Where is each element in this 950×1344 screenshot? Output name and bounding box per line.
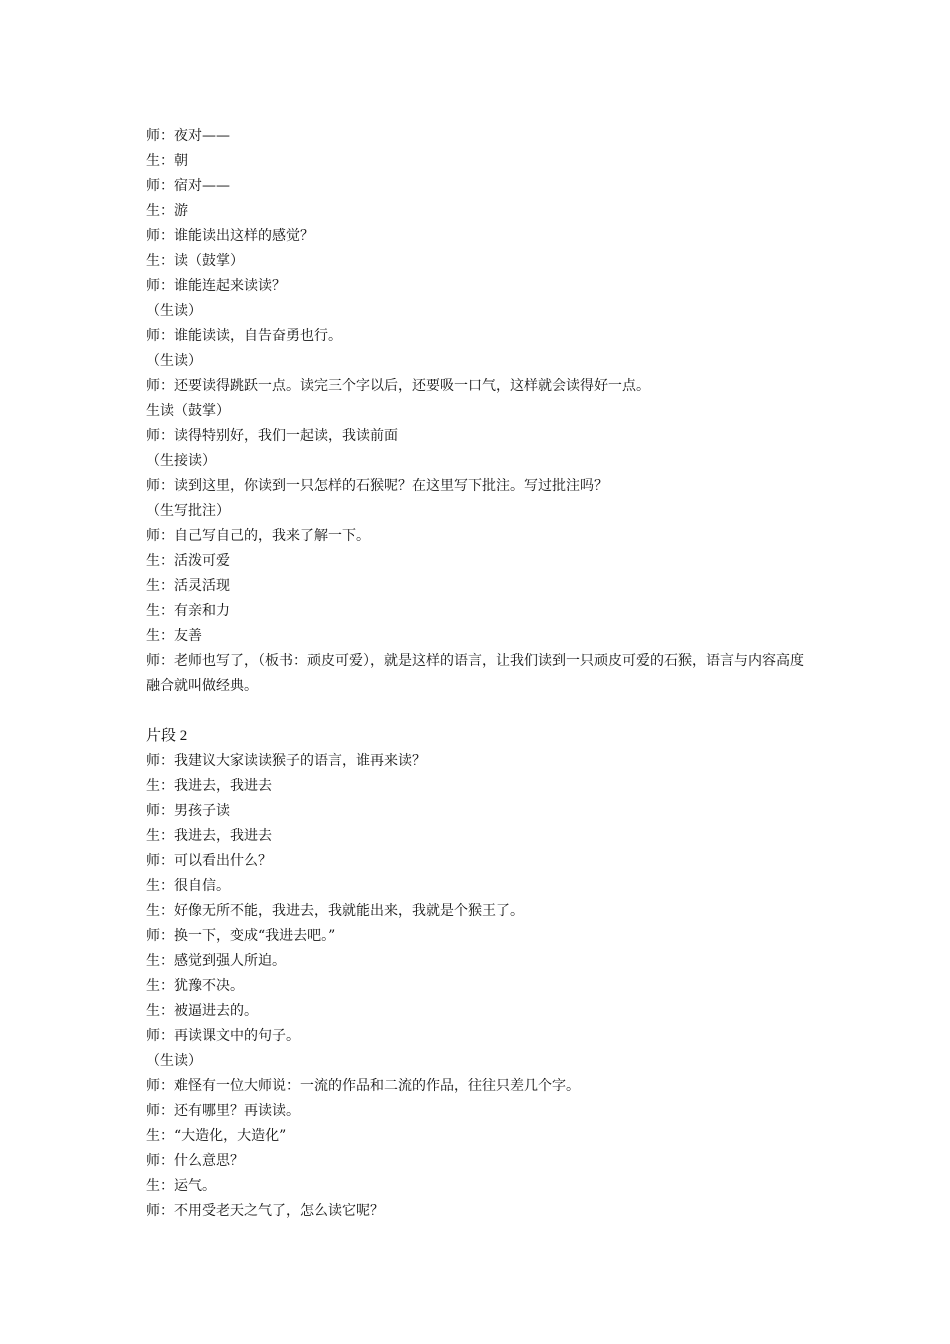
dialogue-line: 生：犹豫不决。 <box>146 978 244 994</box>
dialogue-line: 师：男孩子读 <box>146 803 230 819</box>
dialogue-line: 师：不用受老天之气了，怎么读它呢？ <box>146 1203 384 1219</box>
dialogue-line: 生：我进去，我进去 <box>146 828 272 844</box>
dialogue-line: 生：活灵活现 <box>146 578 230 594</box>
dialogue-line: 生读（鼓掌） <box>146 403 230 419</box>
dialogue-line: 师：自己写自己的，我来了解一下。 <box>146 528 370 544</box>
stage-direction: （生接读） <box>146 453 216 469</box>
dialogue-line: 师：换一下，变成“我进去吧。” <box>146 928 336 944</box>
stage-direction: （生写批注） <box>146 503 230 519</box>
dialogue-line: 师：宿对—— <box>146 178 230 194</box>
dialogue-line: 师：难怪有一位大师说：一流的作品和二流的作品，往往只差几个字。 <box>146 1078 580 1094</box>
dialogue-line: 师：谁能读出这样的感觉？ <box>146 228 314 244</box>
dialogue-line: 师：读到这里，你读到一只怎样的石猴呢？在这里写下批注。写过批注吗？ <box>146 478 608 494</box>
dialogue-line-closing: 师：老师也写了，（板书：顽皮可爱），就是这样的语言，让我们读到一只顽皮可爱的石猴，语言与内容高度融合就叫做经典。 <box>146 653 804 694</box>
dialogue-line: 师：还要读得跳跃一点。读完三个字以后，还要吸一口气，这样就会读得好一点。 <box>146 378 650 394</box>
section-1 <box>146 124 816 699</box>
dialogue-line: 师：可以看出什么？ <box>146 853 272 869</box>
dialogue-line: 生：游 <box>146 203 188 219</box>
dialogue-line: 生：好像无所不能，我进去，我就能出来，我就是个猴王了。 <box>146 903 524 919</box>
dialogue-line: 师：还有哪里？再读读。 <box>146 1103 300 1119</box>
section-title: 片段 2 <box>146 728 188 744</box>
dialogue-line: 生：被逼进去的。 <box>146 1003 258 1019</box>
dialogue-line: 师：什么意思？ <box>146 1153 244 1169</box>
dialogue-line: 师：我建议大家读读猴子的语言，谁再来读？ <box>146 753 426 769</box>
dialogue-line: 生：很自信。 <box>146 878 230 894</box>
dialogue-line: 师：读得特别好，我们一起读，我读前面 <box>146 428 398 444</box>
dialogue-line: 生：活泼可爱 <box>146 553 230 569</box>
dialogue-line: 师：夜对—— <box>146 128 230 144</box>
dialogue-line: 生：感觉到强人所迫。 <box>146 953 286 969</box>
dialogue-line: 生：运气。 <box>146 1178 216 1194</box>
section-2 <box>146 724 816 1224</box>
dialogue-line: 生：朝 <box>146 153 188 169</box>
stage-direction: （生读） <box>146 1053 202 1069</box>
dialogue-line: 生：友善 <box>146 628 202 644</box>
document-page <box>146 124 816 1224</box>
dialogue-line: 师：谁能读读，自告奋勇也行。 <box>146 328 342 344</box>
dialogue-line: 生：“大造化，大造化” <box>146 1128 287 1144</box>
dialogue-line: 师：谁能连起来读读？ <box>146 278 286 294</box>
dialogue-line: 生：我进去，我进去 <box>146 778 272 794</box>
dialogue-line: 师：再读课文中的句子。 <box>146 1028 300 1044</box>
stage-direction: （生读） <box>146 303 202 319</box>
stage-direction: （生读） <box>146 353 202 369</box>
dialogue-line: 生：读（鼓掌） <box>146 253 244 269</box>
dialogue-line: 生：有亲和力 <box>146 603 230 619</box>
section-gap <box>146 699 816 724</box>
